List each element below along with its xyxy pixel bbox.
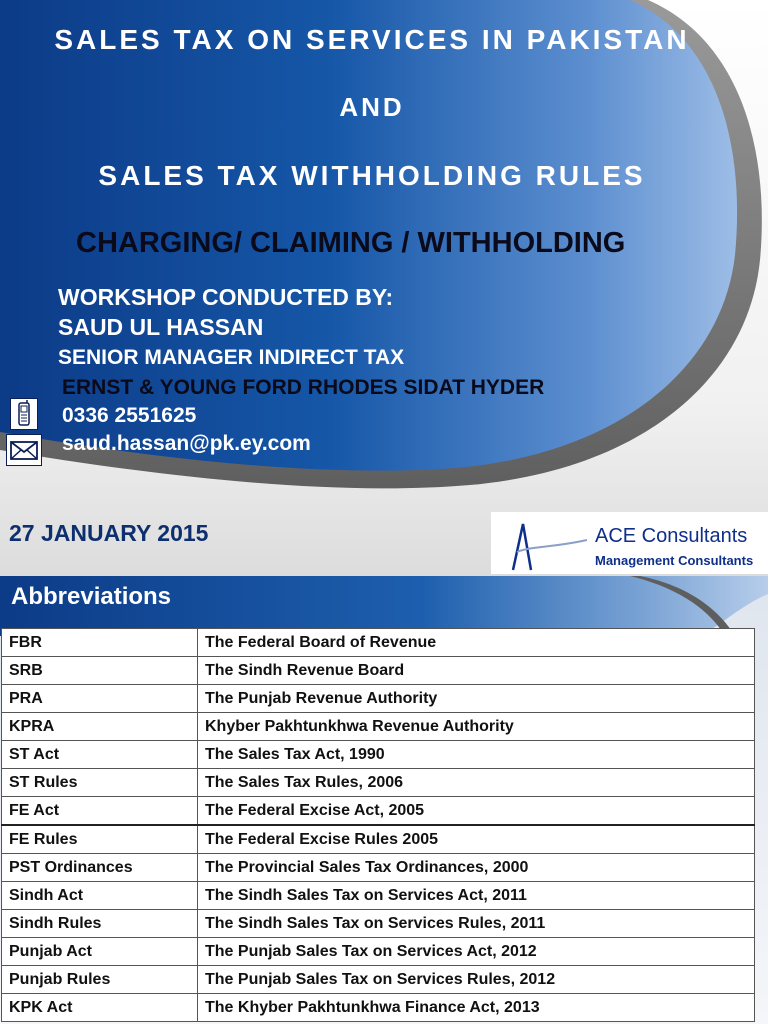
abbr-cell: FE Rules — [2, 825, 198, 854]
abbr-cell: KPK Act — [2, 994, 198, 1022]
meaning-cell: The Federal Excise Act, 2005 — [198, 797, 755, 826]
presentation-date: 27 JANUARY 2015 — [9, 520, 209, 546]
table-row — [2, 994, 755, 1022]
abbr-cell: SRB — [2, 657, 198, 685]
meaning-cell: The Punjab Sales Tax on Services Act, 2012 — [198, 938, 755, 966]
table-row — [2, 713, 755, 741]
table-row — [2, 854, 755, 882]
meaning-cell: The Sales Tax Act, 1990 — [198, 741, 755, 769]
abbr-cell: ST Act — [2, 741, 198, 769]
mobile-phone-icon — [10, 398, 38, 430]
meaning-cell: The Punjab Sales Tax on Services Rules, 2012 — [198, 966, 755, 994]
table-row — [2, 629, 755, 657]
title-line-2: SALES TAX WITHHOLDING RULES — [98, 160, 646, 191]
firm-name: ERNST & YOUNG FORD RHODES SIDAT HYDER — [62, 376, 545, 399]
subtitle: CHARGING/ CLAIMING / WITHHOLDING — [76, 227, 626, 259]
page-title: Abbreviations — [11, 583, 172, 610]
ace-logo-mark-icon — [491, 512, 591, 574]
meaning-cell: Khyber Pakhtunkhwa Revenue Authority — [198, 713, 755, 741]
abbr-cell: FE Act — [2, 797, 198, 826]
abbr-cell: FBR — [2, 629, 198, 657]
table-row — [2, 797, 755, 826]
meaning-cell: The Sindh Sales Tax on Services Rules, 2011 — [198, 910, 755, 938]
table-row — [2, 910, 755, 938]
table-row — [2, 769, 755, 797]
meaning-cell: The Khyber Pakhtunkhwa Finance Act, 2013 — [198, 994, 755, 1022]
abbreviations-slide — [0, 576, 768, 1024]
title-line-1: SALES TAX ON SERVICES IN PAKISTAN — [54, 24, 690, 55]
meaning-cell: The Federal Board of Revenue — [198, 629, 755, 657]
table-row — [2, 825, 755, 854]
phone-number: 0336 2551625 — [62, 404, 197, 427]
abbr-cell: Punjab Act — [2, 938, 198, 966]
abbr-cell: Sindh Rules — [2, 910, 198, 938]
table-row — [2, 966, 755, 994]
abbr-cell: PST Ordinances — [2, 854, 198, 882]
title-and: AND — [339, 92, 405, 122]
envelope-icon — [6, 434, 42, 466]
table-row — [2, 685, 755, 713]
table-row — [2, 938, 755, 966]
meaning-cell: The Sindh Revenue Board — [198, 657, 755, 685]
logo-tagline: Management Consultants — [595, 553, 754, 568]
logo-name: ACE Consultants — [595, 525, 748, 547]
ace-consultants-logo — [491, 512, 768, 574]
table-row — [2, 882, 755, 910]
meaning-cell: The Sindh Sales Tax on Services Act, 2011 — [198, 882, 755, 910]
meaning-cell: The Federal Excise Rules 2005 — [198, 825, 755, 854]
presenter-role: SENIOR MANAGER INDIRECT TAX — [58, 346, 405, 369]
email-address[interactable]: saud.hassan@pk.ey.com — [62, 432, 311, 455]
meaning-cell: The Sales Tax Rules, 2006 — [198, 769, 755, 797]
table-row — [2, 741, 755, 769]
table-row — [2, 657, 755, 685]
presenter-name: SAUD UL HASSAN — [58, 314, 264, 340]
meaning-cell: The Provincial Sales Tax Ordinances, 2000 — [198, 854, 755, 882]
abbr-cell: Sindh Act — [2, 882, 198, 910]
abbr-cell: KPRA — [2, 713, 198, 741]
meaning-cell: The Punjab Revenue Authority — [198, 685, 755, 713]
abbr-cell: ST Rules — [2, 769, 198, 797]
abbr-cell: PRA — [2, 685, 198, 713]
abbr-cell: Punjab Rules — [2, 966, 198, 994]
abbreviations-table — [1, 628, 755, 1022]
workshop-label: WORKSHOP CONDUCTED BY: — [58, 284, 394, 310]
